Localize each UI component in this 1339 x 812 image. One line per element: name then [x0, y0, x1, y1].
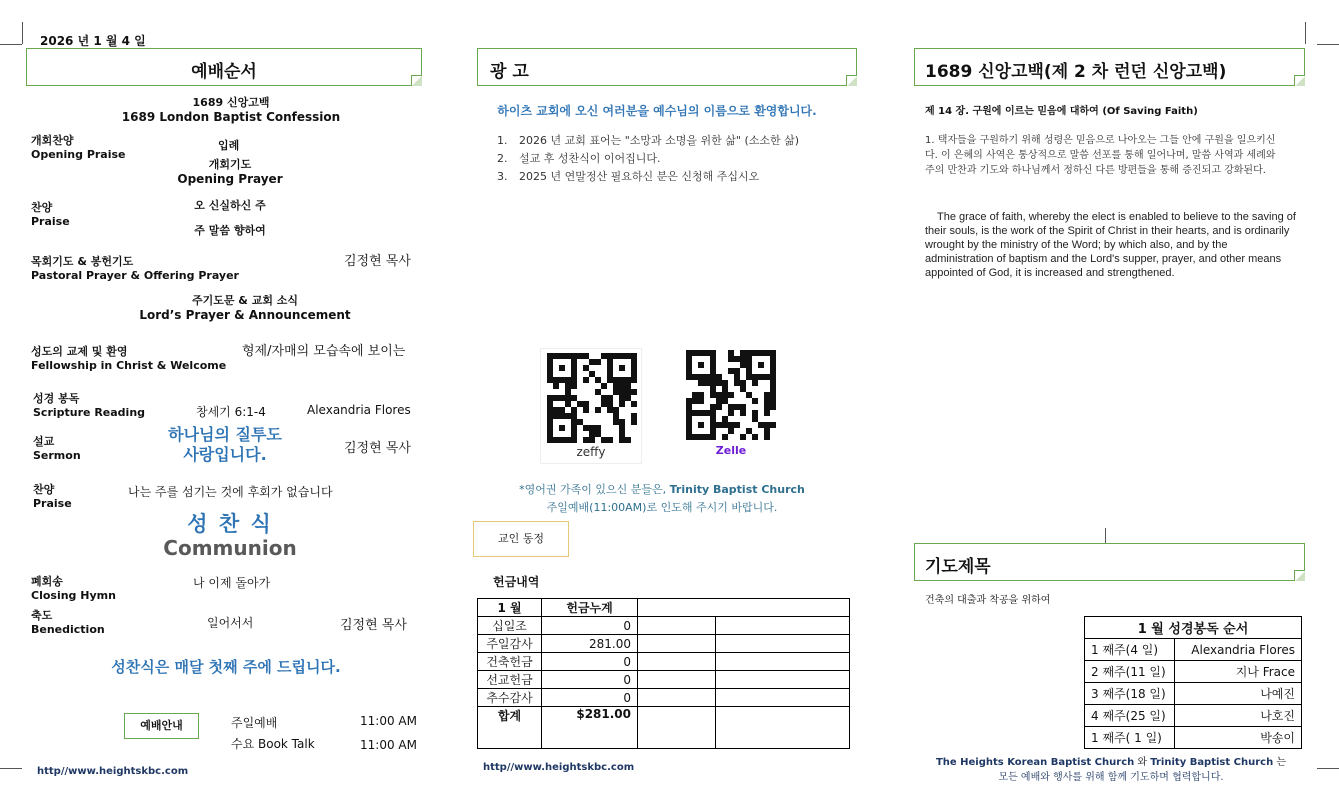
- sermon-title-line1: 하나님의 질투도: [168, 425, 282, 444]
- pastor-name-2: 김정현 목사: [344, 441, 411, 456]
- fellowship-ko: 성도의 교제 및 환영: [31, 345, 128, 358]
- confession-item: [26, 94, 436, 124]
- opening-prayer-en: Opening Prayer: [177, 172, 283, 186]
- announcement-item: 2. 설교 후 성찬식이 이어집니다.: [497, 152, 661, 165]
- zeffy-qr-code-icon[interactable]: [547, 353, 637, 443]
- table-row: 1 째주(4 일) Alexandria Flores: [1085, 639, 1302, 661]
- zelle-qr-code-icon[interactable]: [686, 350, 776, 440]
- reading-schedule-table: [1084, 616, 1302, 749]
- english-note-text: *영어권 가족이 있으신 분들은,: [519, 483, 670, 496]
- closing-hymn-label: [31, 573, 116, 602]
- table-row: 주일감사 281.00: [478, 635, 850, 653]
- opening-praise-en: Opening Praise: [31, 148, 126, 161]
- scripture-reference: 창세기 6:1-4: [196, 405, 266, 419]
- service-info-box: [124, 713, 199, 739]
- footer-church-1: The Heights Korean Baptist Church: [935, 757, 1135, 768]
- scripture-reader: Alexandria Flores: [307, 403, 411, 417]
- scripture-ko: 성경 봉독: [33, 392, 80, 405]
- closing-hymn-en: Closing Hymn: [31, 589, 116, 602]
- table-row: 3 째주(18 일) 나예진: [1085, 683, 1302, 705]
- table-row: 건축헌금 0: [478, 653, 850, 671]
- english-paragraph: The grace of faith, whereby the elect is enabled to believe to the saving of their souls, is the work of the Spirit of Christ in their hearts, and is ordinarily wrought by the ministry of the Word; by which also, and by the administration of baptism and the Lord's supper, prayer, and other means appointed of God, it is increased and strengthened.: [925, 211, 1296, 279]
- sermon-ko: 설교: [33, 435, 55, 448]
- members-news-label: 교인 동정: [497, 532, 544, 545]
- pastoral-prayer-en: Pastoral Prayer & Offering Prayer: [31, 269, 239, 282]
- offering-total-label: 합계: [478, 707, 542, 749]
- website-link-middle[interactable]: http//www.heightskbc.com: [483, 762, 635, 773]
- schedule-title-row: [1085, 617, 1302, 639]
- confession-title: 1689 신앙고백(제 2 차 런던 신앙고백): [925, 62, 1227, 82]
- prayer-title: 기도제목: [925, 557, 991, 577]
- service2-name: 수요 Book Talk: [231, 737, 315, 751]
- opening-prayer: [150, 156, 310, 186]
- members-news-box: [473, 521, 569, 557]
- table-row: 선교헌금 0: [478, 671, 850, 689]
- confession-en: 1689 London Baptist Confession: [121, 110, 341, 124]
- praise-label: [31, 199, 70, 228]
- praise2-label: [33, 481, 72, 510]
- offering-header-row: [478, 599, 850, 617]
- service-info-label: 예배안내: [140, 719, 183, 732]
- english-note-church: Trinity Baptist Church: [669, 483, 805, 496]
- praise-ko: 찬양: [31, 201, 53, 214]
- benediction-song: 일어서서: [207, 616, 254, 630]
- fellowship-song: 형제/자매의 모습속에 보이는: [242, 344, 406, 359]
- lords-prayer-ko: 주기도문 & 교회 소식: [191, 294, 299, 307]
- lords-prayer-en: Lord’s Prayer & Announcement: [139, 308, 351, 322]
- confession-ko: 1689 신앙고백: [192, 96, 270, 109]
- zelle-qr-card[interactable]: [680, 348, 782, 464]
- benediction-label: [31, 607, 105, 636]
- footer-line2: 모든 예배와 행사를 위해 함께 기도하며 협력합니다.: [998, 772, 1224, 783]
- korean-paragraph: 1. 택자들을 구원하기 위해 성령은 믿음으로 나아오는 그들 안에 구원을 일으키신다. 이 은혜의 사역은 통상적으로 말씀 선포를 통해 일어나며, 말씀 사역과 세례와 주의 만찬과 기도와 하나님께서 정하신 다른 방편들을 통해 증진되고 강화된다.: [925, 135, 1276, 176]
- announcements-header: [477, 48, 857, 86]
- zeffy-qr-card[interactable]: [540, 348, 642, 464]
- welcome-message: 하이츠 교회에 오신 여러분을 예수님의 이름으로 환영합니다.: [497, 104, 817, 118]
- footer-church-2: Trinity Baptist Church: [1150, 757, 1274, 768]
- scripture-label: [33, 390, 145, 419]
- pastoral-prayer-ko: 목회기도 & 봉헌기도: [31, 255, 134, 268]
- communion-note: 성찬식은 매달 첫째 주에 드립니다.: [111, 658, 341, 676]
- closing-hymn-song: 나 이제 돌아가: [193, 576, 271, 590]
- praise-en: Praise: [31, 215, 70, 228]
- schedule-title: 1 월 성경봉독 순서: [1085, 617, 1302, 639]
- table-row: 2 째주(11 일) 지나 Frace: [1085, 661, 1302, 683]
- table-row: 추수감사 0: [478, 689, 850, 707]
- english-note-line2: 주일예배(11:00AM)로 인도해 주시기 바랍니다.: [546, 501, 778, 514]
- announcement-item: 3. 2025 년 연말정산 필요하신 분은 신청해 주십시오: [497, 170, 760, 183]
- praise-song-1: 오 신실하신 주: [194, 199, 266, 212]
- announcement-item: 1. 2026 년 교회 표어는 "소망과 소명을 위한 삶" (소소한 삶): [497, 134, 800, 147]
- bulletin-date: 2026 년 1 월 4 일: [40, 34, 146, 48]
- zelle-label: Zelle: [715, 444, 747, 457]
- opening-praise-label: [31, 132, 126, 161]
- service1-time: 11:00 AM: [360, 714, 417, 728]
- fellowship-label: [31, 343, 226, 372]
- lords-prayer-item: [130, 292, 360, 322]
- pastor-name-3: 김정현 목사: [340, 618, 407, 633]
- prayer-header: [914, 543, 1305, 581]
- sermon-en: Sermon: [33, 449, 81, 462]
- english-family-note: [477, 481, 847, 517]
- opening-praise-ko: 개회찬양: [31, 134, 74, 147]
- prayer-item: 건축의 대출과 착공을 위하여: [925, 595, 1051, 606]
- service2-time: 11:00 AM: [360, 738, 417, 752]
- pastor-name-1: 김정현 목사: [344, 254, 411, 269]
- order-of-worship-header: [26, 48, 422, 86]
- zeffy-label: zeffy: [576, 445, 606, 459]
- table-row: 십일조 0: [478, 617, 850, 635]
- communion-ko: 성 찬 식: [187, 512, 273, 536]
- chapter-title: 제 14 장. 구원에 이르는 믿음에 대하여 (Of Saving Faith): [925, 106, 1198, 117]
- praise-song-2: 주 말씀 향하여: [194, 224, 266, 237]
- offering-header-total: 헌금누계: [542, 599, 638, 617]
- scripture-en: Scripture Reading: [33, 406, 146, 419]
- offering-table: [477, 598, 850, 749]
- benediction-en: Benediction: [31, 623, 105, 636]
- order-of-worship-title: 예배순서: [191, 62, 257, 82]
- offering-total-row: [478, 707, 850, 749]
- announcements-title: 광 고: [490, 62, 529, 82]
- pastoral-prayer-label: [31, 253, 239, 282]
- sermon-title-line2: 사랑입니다.: [183, 445, 267, 464]
- praise2-en: Praise: [33, 497, 72, 510]
- benediction-ko: 축도: [31, 609, 53, 622]
- offering-header-month: 1 월: [478, 599, 542, 617]
- sermon-title: [140, 425, 310, 465]
- church-partnership-footer: The Heights Korean Baptist Church 와 Trinity Baptist Church 는 모든 예배와 행사를 위해 함께 기도하며 협력합니다.: [925, 755, 1297, 785]
- offering-title: 헌금내역: [493, 575, 540, 589]
- call-to-worship: 입례: [218, 139, 240, 152]
- table-row: 4 째주(25 일) 나호진: [1085, 705, 1302, 727]
- praise2-ko: 찬양: [33, 483, 55, 496]
- announcement-list: [497, 132, 857, 186]
- fellowship-en: Fellowship in Christ & Welcome: [31, 359, 227, 372]
- service1-name: 주일예배: [231, 716, 278, 730]
- communion-en: Communion: [163, 536, 297, 560]
- table-row: 1 째주( 1 일) 박송이: [1085, 727, 1302, 749]
- closing-hymn-ko: 폐회송: [31, 575, 63, 588]
- confession-header: [914, 48, 1305, 86]
- praise2-song: 나는 주를 섬기는 것에 후회가 없습니다: [128, 485, 333, 499]
- offering-total-value: $281.00: [542, 707, 638, 749]
- sermon-label: [33, 433, 81, 462]
- opening-prayer-ko: 개회기도: [208, 158, 252, 171]
- website-link-left[interactable]: http//www.heightskbc.com: [37, 766, 189, 777]
